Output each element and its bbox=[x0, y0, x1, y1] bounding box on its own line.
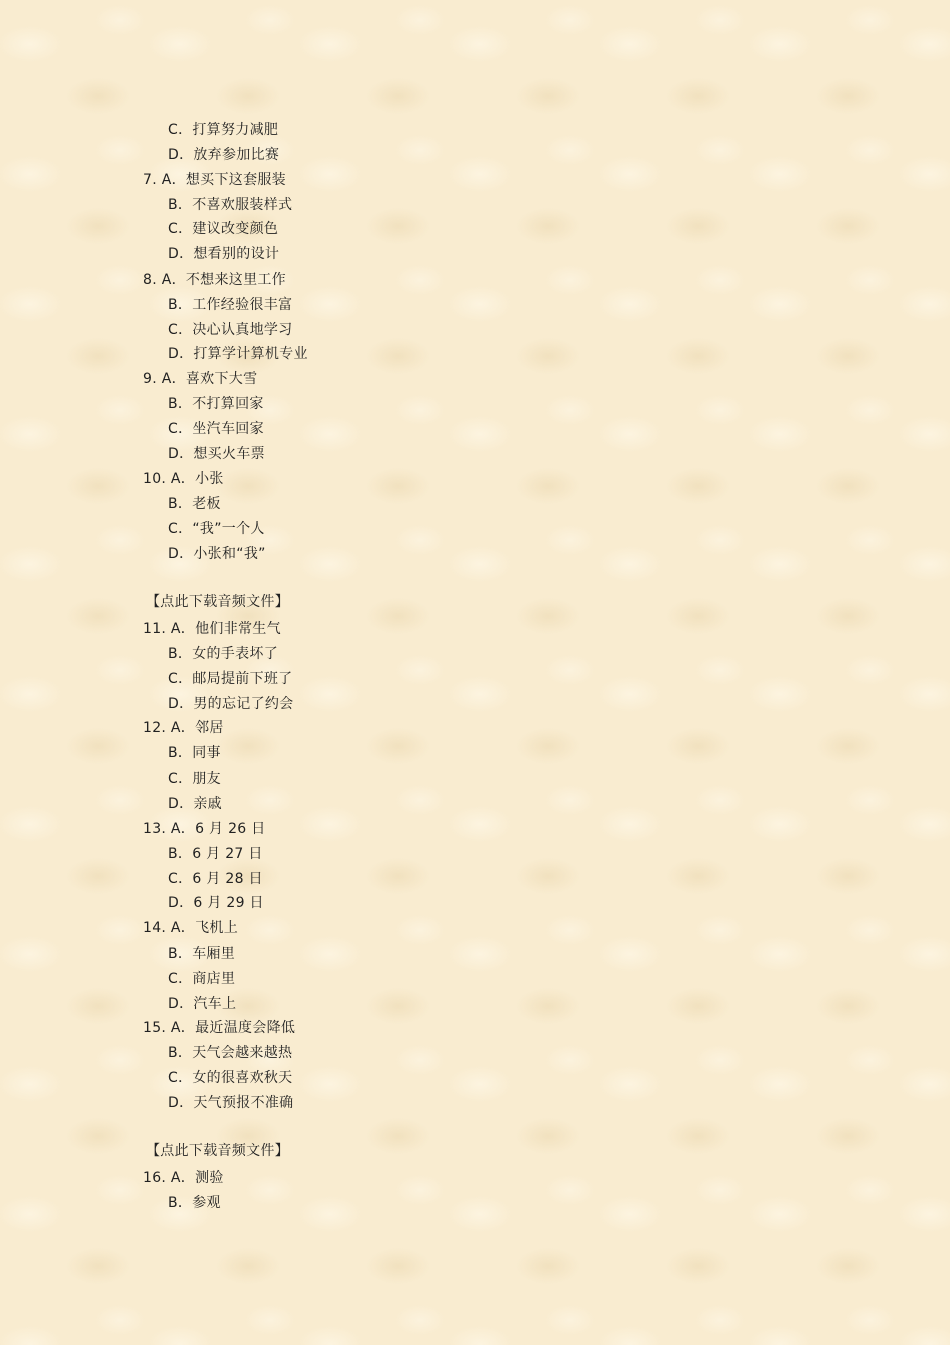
option-line: B．工作经验很丰富 bbox=[168, 297, 293, 313]
option-line: B．不打算回家 bbox=[168, 396, 264, 412]
option-line: D．想买火车票 bbox=[168, 446, 265, 462]
option-line: C．女的很喜欢秋天 bbox=[168, 1070, 293, 1086]
option-line: C．6 月 28 日 bbox=[168, 871, 263, 887]
option-line: B．6 月 27 日 bbox=[168, 846, 263, 862]
option-line: D．亲戚 bbox=[168, 796, 222, 812]
question-line: 13. A．6 月 26 日 bbox=[143, 821, 266, 837]
option-line: B．参观 bbox=[168, 1195, 221, 1211]
option-line: C．打算努力减肥 bbox=[168, 122, 279, 138]
option-line: C．朋友 bbox=[168, 771, 221, 787]
question-line: 16. A．测验 bbox=[143, 1170, 224, 1186]
option-line: D．6 月 29 日 bbox=[168, 895, 264, 911]
option-line: C．商店里 bbox=[168, 971, 236, 987]
option-line: C．决心认真地学习 bbox=[168, 322, 293, 338]
option-line: D．打算学计算机专业 bbox=[168, 346, 308, 362]
option-line: B．女的手表坏了 bbox=[168, 646, 279, 662]
question-line: 7. A．想买下这套服装 bbox=[143, 172, 286, 188]
option-line: D．天气预报不准确 bbox=[168, 1095, 294, 1111]
option-line: C．“我”一个人 bbox=[168, 521, 265, 537]
option-line: D．小张和“我” bbox=[168, 546, 266, 562]
option-line: D．放弃参加比赛 bbox=[168, 147, 280, 163]
option-line: D．想看别的设计 bbox=[168, 246, 280, 262]
option-line: B．天气会越来越热 bbox=[168, 1045, 293, 1061]
option-line: B．同事 bbox=[168, 745, 221, 761]
option-line: C．坐汽车回家 bbox=[168, 421, 264, 437]
question-line: 14. A．飞机上 bbox=[143, 920, 238, 936]
option-line: B．老板 bbox=[168, 496, 221, 512]
question-line: 10. A．小张 bbox=[143, 471, 224, 487]
question-line: 12. A．邻居 bbox=[143, 720, 224, 736]
download-audio-link[interactable]: 【点此下载音频文件】 bbox=[146, 1143, 289, 1159]
question-line: 15. A．最近温度会降低 bbox=[143, 1020, 296, 1036]
option-line: B．车厢里 bbox=[168, 946, 236, 962]
option-line: D．男的忘记了约会 bbox=[168, 696, 294, 712]
question-line: 9. A．喜欢下大雪 bbox=[143, 371, 258, 387]
question-line: 8. A．不想来这里工作 bbox=[143, 272, 286, 288]
option-line: B．不喜欢服装样式 bbox=[168, 197, 293, 213]
download-audio-link[interactable]: 【点此下载音频文件】 bbox=[146, 594, 289, 610]
option-line: D．汽车上 bbox=[168, 996, 237, 1012]
option-line: C．建议改变颜色 bbox=[168, 221, 279, 237]
option-line: C．邮局提前下班了 bbox=[168, 671, 293, 687]
question-line: 11. A．他们非常生气 bbox=[143, 621, 281, 637]
